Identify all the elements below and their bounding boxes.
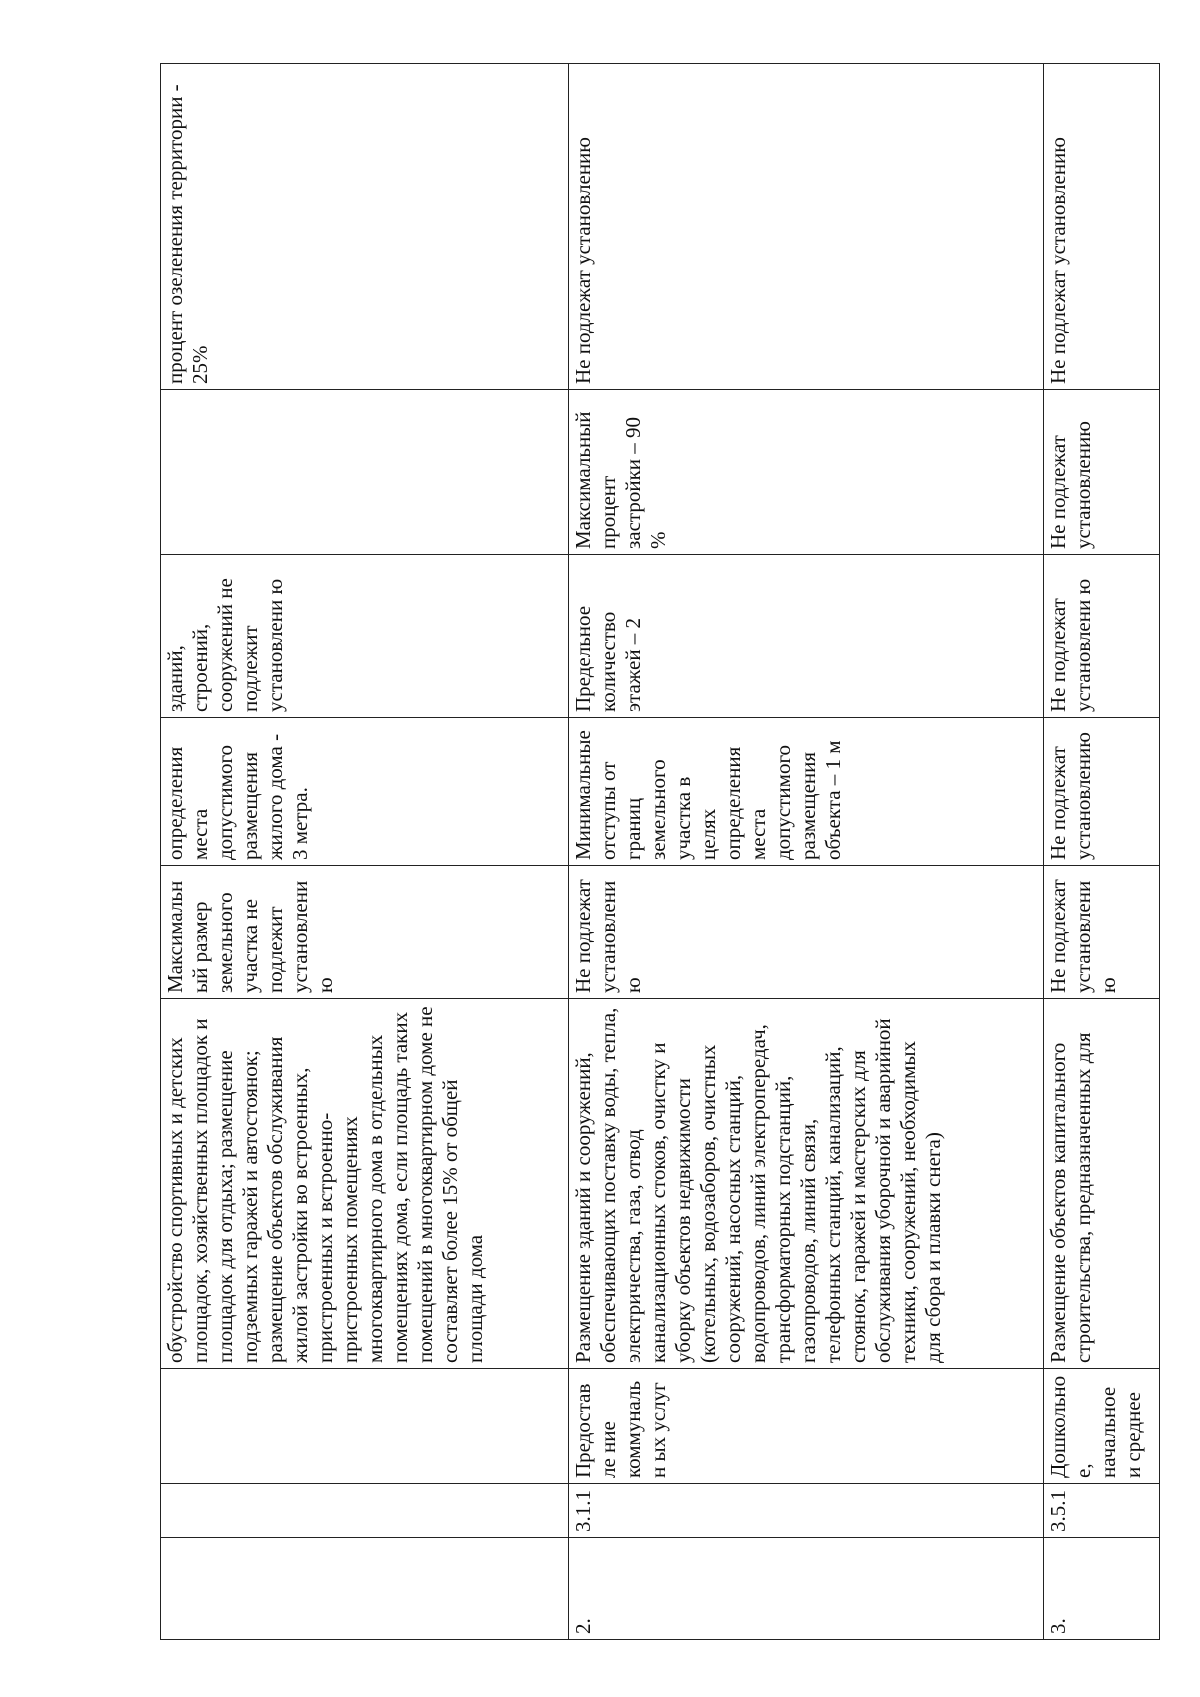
build-percent-cell: Максимальный процент застройки – 90 % [568, 390, 1044, 555]
table-row [1044, 64, 1160, 1640]
table-row [568, 64, 1044, 1640]
greenery-cell: Не подлежат установлению [1044, 64, 1160, 390]
code-cell [161, 1484, 569, 1538]
description-cell: обустройство спортивных и детских площадок, хозяйственных площадок и площадок для отдыха; размещение подземных гаражей и автостоянок; размещение объектов обслуживания жилой застройки во встроенных, пристроенных и встроенно-пристроенных помещениях многоквартирного дома в отдельных помещениях дома, если площадь таких помещений в многоквартирном доме не составляет более 15% от общей площади дома [161, 999, 569, 1369]
plot-size-cell: Максимальный размер земельного участка не подлежит установлению [161, 866, 569, 999]
build-percent-cell: Не подлежат установлению [1044, 390, 1160, 555]
name-cell [161, 1369, 569, 1484]
description-cell: Размещение зданий и сооружений, обеспечивающих поставку воды, тепла, электричества, газа, отвод канализационных стоков, очистку и уборку объектов недвижимости (котельных, водозаборов, очистных сооружений, насосных станций, водопроводов, линий электропередач, трансформаторных подстанций, газопроводов, линий связи, телефонных станций, канализаций, стоянок, гаражей и мастерских для обслуживания уборочной и аварийной техники, сооружений, необходимых для сбора и плавки снега) [568, 999, 1044, 1369]
zoning-regulations-table [160, 63, 1160, 1640]
name-cell: Предоставле ние коммунальн ых услуг [568, 1369, 1044, 1484]
setback-cell: Минимальные отступы от границ земельного участка в целях определения места допустимого размещения объекта – 1 м [568, 718, 1044, 866]
build-percent-cell [161, 390, 569, 555]
greenery-cell: процент озеленения территории - 25% [161, 64, 569, 390]
floors-cell: зданий, строений, сооружений не подлежит установлени ю [161, 555, 569, 718]
code-cell: 3.1.1 [568, 1484, 1044, 1538]
plot-size-cell: Не подлежат установлению [568, 866, 1044, 999]
setback-cell: Не подлежат установлению [1044, 718, 1160, 866]
rotated-table-wrapper [160, 64, 1160, 1640]
setback-cell: определения места допустимого размещения жилого дома - 3 метра. [161, 718, 569, 866]
floors-cell: Не подлежат установлени ю [1044, 555, 1160, 718]
greenery-cell: Не подлежат установлению [568, 64, 1044, 390]
row-number-cell: 2. [568, 1538, 1044, 1640]
plot-size-cell: Не подлежат установлению [1044, 866, 1160, 999]
row-number-cell: 3. [1044, 1538, 1160, 1640]
row-number-cell [161, 1538, 569, 1640]
code-cell: 3.5.1 [1044, 1484, 1160, 1538]
name-cell: Дошкольное, начальное и среднее [1044, 1369, 1160, 1484]
floors-cell: Предельное количество этажей – 2 [568, 555, 1044, 718]
description-cell: Размещение объектов капитального строительства, предназначенных для [1044, 999, 1160, 1369]
table-row [161, 64, 569, 1640]
